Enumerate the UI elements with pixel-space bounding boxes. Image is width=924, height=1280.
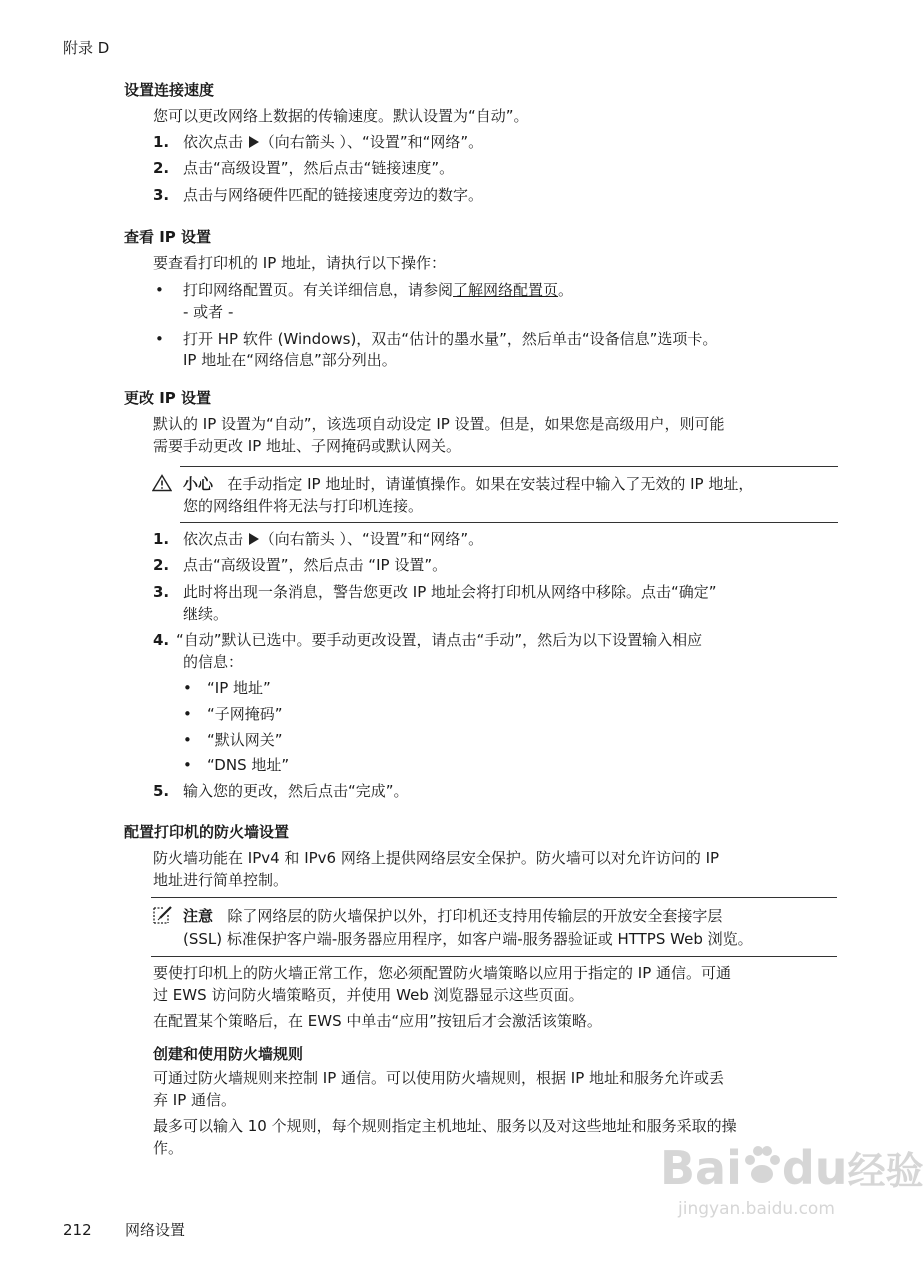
paragraph: 弃 IP 通信。 [153, 1091, 237, 1109]
bullet: • [155, 281, 164, 299]
sub-bullet-text: “DNS 地址” [207, 756, 290, 774]
page-number: 212 [63, 1221, 92, 1239]
section-title-link-speed: 设置连接速度 [124, 81, 215, 99]
step-number: 3. [153, 186, 170, 204]
subsection-title-firewall-rules: 创建和使用防火墙规则 [153, 1045, 304, 1063]
footer-section: 网络设置 [125, 1221, 186, 1239]
caution-bottom-rule [180, 522, 838, 523]
step-number: 1. [153, 530, 170, 548]
section-intro: 需要手动更改 IP 地址、子网掩码或默认网关。 [153, 437, 462, 455]
step-number: 3. [153, 583, 170, 601]
section-title-view-ip: 查看 IP 设置 [124, 228, 212, 246]
section-title-firewall: 配置打印机的防火墙设置 [124, 823, 290, 841]
sub-bullet: • [183, 731, 192, 749]
note-bottom-rule [151, 956, 837, 957]
config-page-link[interactable]: 了解网络配置页 [453, 281, 559, 299]
section-intro: 默认的 IP 设置为“自动”，该选项自动设定 IP 设置。但是，如果您是高级用户，则可能 [153, 415, 725, 433]
caution-top-rule [180, 466, 838, 467]
section-intro: 地址进行简单控制。 [153, 871, 289, 889]
paragraph: 过 EWS 访问防火墙策略页，并使用 Web 浏览器显示这些页面。 [153, 986, 584, 1004]
step-text: 依次点击 （向右箭头 ）、“设置”和“网络”。 [183, 530, 484, 548]
paragraph: 在配置某个策略后，在 EWS 中单击“应用”按钮后才会激活该策略。 [153, 1012, 602, 1030]
step-text: 点击与网络硬件匹配的链接速度旁边的数字。 [183, 186, 484, 204]
paragraph: 作。 [153, 1139, 184, 1157]
section-title-change-ip: 更改 IP 设置 [124, 389, 212, 407]
bullet: • [155, 330, 164, 348]
sub-bullet-text: “子网掩码” [207, 705, 283, 723]
section-intro: 防火墙功能在 IPv4 和 IPv6 网络上提供网络层安全保护。防火墙可以对允许访问的 IP [153, 849, 720, 867]
paragraph: 最多可以输入 10 个规则，每个规则指定主机地址、服务以及对这些地址和服务采取的操 [153, 1117, 737, 1135]
step-text: 点击“高级设置”，然后点击 “IP 设置”。 [183, 556, 448, 574]
sub-bullet-text: “IP 地址” [207, 679, 271, 697]
step-number: 1. [153, 133, 170, 151]
step-number: 4. [153, 631, 170, 649]
step-text: 此时将出现一条消息，警告您更改 IP 地址会将打印机从网络中移除。点击“确定” [183, 583, 717, 601]
or-separator: - 或者 - [183, 303, 234, 321]
step-text: 继续。 [183, 605, 229, 623]
appendix-label: 附录 D [63, 39, 110, 57]
bullet-text: 打印网络配置页。有关详细信息，请参阅了解网络配置页。 [183, 281, 574, 299]
section-intro: 要查看打印机的 IP 地址，请执行以下操作： [153, 254, 447, 272]
step-text: 点击“高级设置”，然后点击“链接速度”。 [183, 159, 455, 177]
sub-bullet: • [183, 679, 192, 697]
right-arrow-icon [248, 135, 260, 149]
step-text: 的信息： [183, 653, 244, 671]
note-text: 注意 除了网络层的防火墙保护以外，打印机还支持用传输层的开放安全套接字层 [183, 907, 723, 925]
sub-bullet-text: “默认网关” [207, 731, 283, 749]
caution-label: 小心 [183, 475, 214, 493]
step-number: 5. [153, 782, 170, 800]
right-arrow-icon [248, 532, 260, 546]
paragraph: 要使打印机上的防火墙正常工作，您必须配置防火墙策略以应用于指定的 IP 通信。可通 [153, 964, 732, 982]
section-intro: 您可以更改网络上数据的传输速度。默认设置为“自动”。 [153, 107, 529, 125]
bullet-text: 打开 HP 软件 (Windows)，双击“估计的墨水量”，然后单击“设备信息”选项卡。 [183, 330, 718, 348]
baidu-watermark: Bai du经验 [660, 1141, 924, 1195]
bullet-text: IP 地址在“网络信息”部分列出。 [183, 351, 397, 369]
step-number: 2. [153, 159, 170, 177]
step-number: 2. [153, 556, 170, 574]
paw-icon [742, 1142, 782, 1188]
caution-text: 小心 在手动指定 IP 地址时，请谨慎操作。如果在安装过程中输入了无效的 IP 地址， [183, 475, 754, 493]
note-top-rule [151, 897, 837, 898]
sub-bullet: • [183, 756, 192, 774]
note-text: (SSL) 标准保护客户端-服务器应用程序，如客户端-服务器验证或 HTTPS Web 浏览。 [183, 930, 753, 948]
watermark-url: jingyan.baidu.com [678, 1199, 835, 1219]
step-text: 输入您的更改，然后点击“完成”。 [183, 782, 409, 800]
step-text: 依次点击 （向右箭头 ）、“设置”和“网络”。 [183, 133, 484, 151]
note-label: 注意 [183, 907, 214, 925]
step-text: “自动”默认已选中。要手动更改设置，请点击“手动”，然后为以下设置输入相应 [176, 631, 703, 649]
caution-text: 您的网络组件将无法与打印机连接。 [183, 497, 424, 515]
note-icon [152, 905, 174, 925]
sub-bullet: • [183, 705, 192, 723]
paragraph: 可通过防火墙规则来控制 IP 通信。可以使用防火墙规则，根据 IP 地址和服务允许或丢 [153, 1069, 725, 1087]
warning-icon [152, 474, 172, 492]
